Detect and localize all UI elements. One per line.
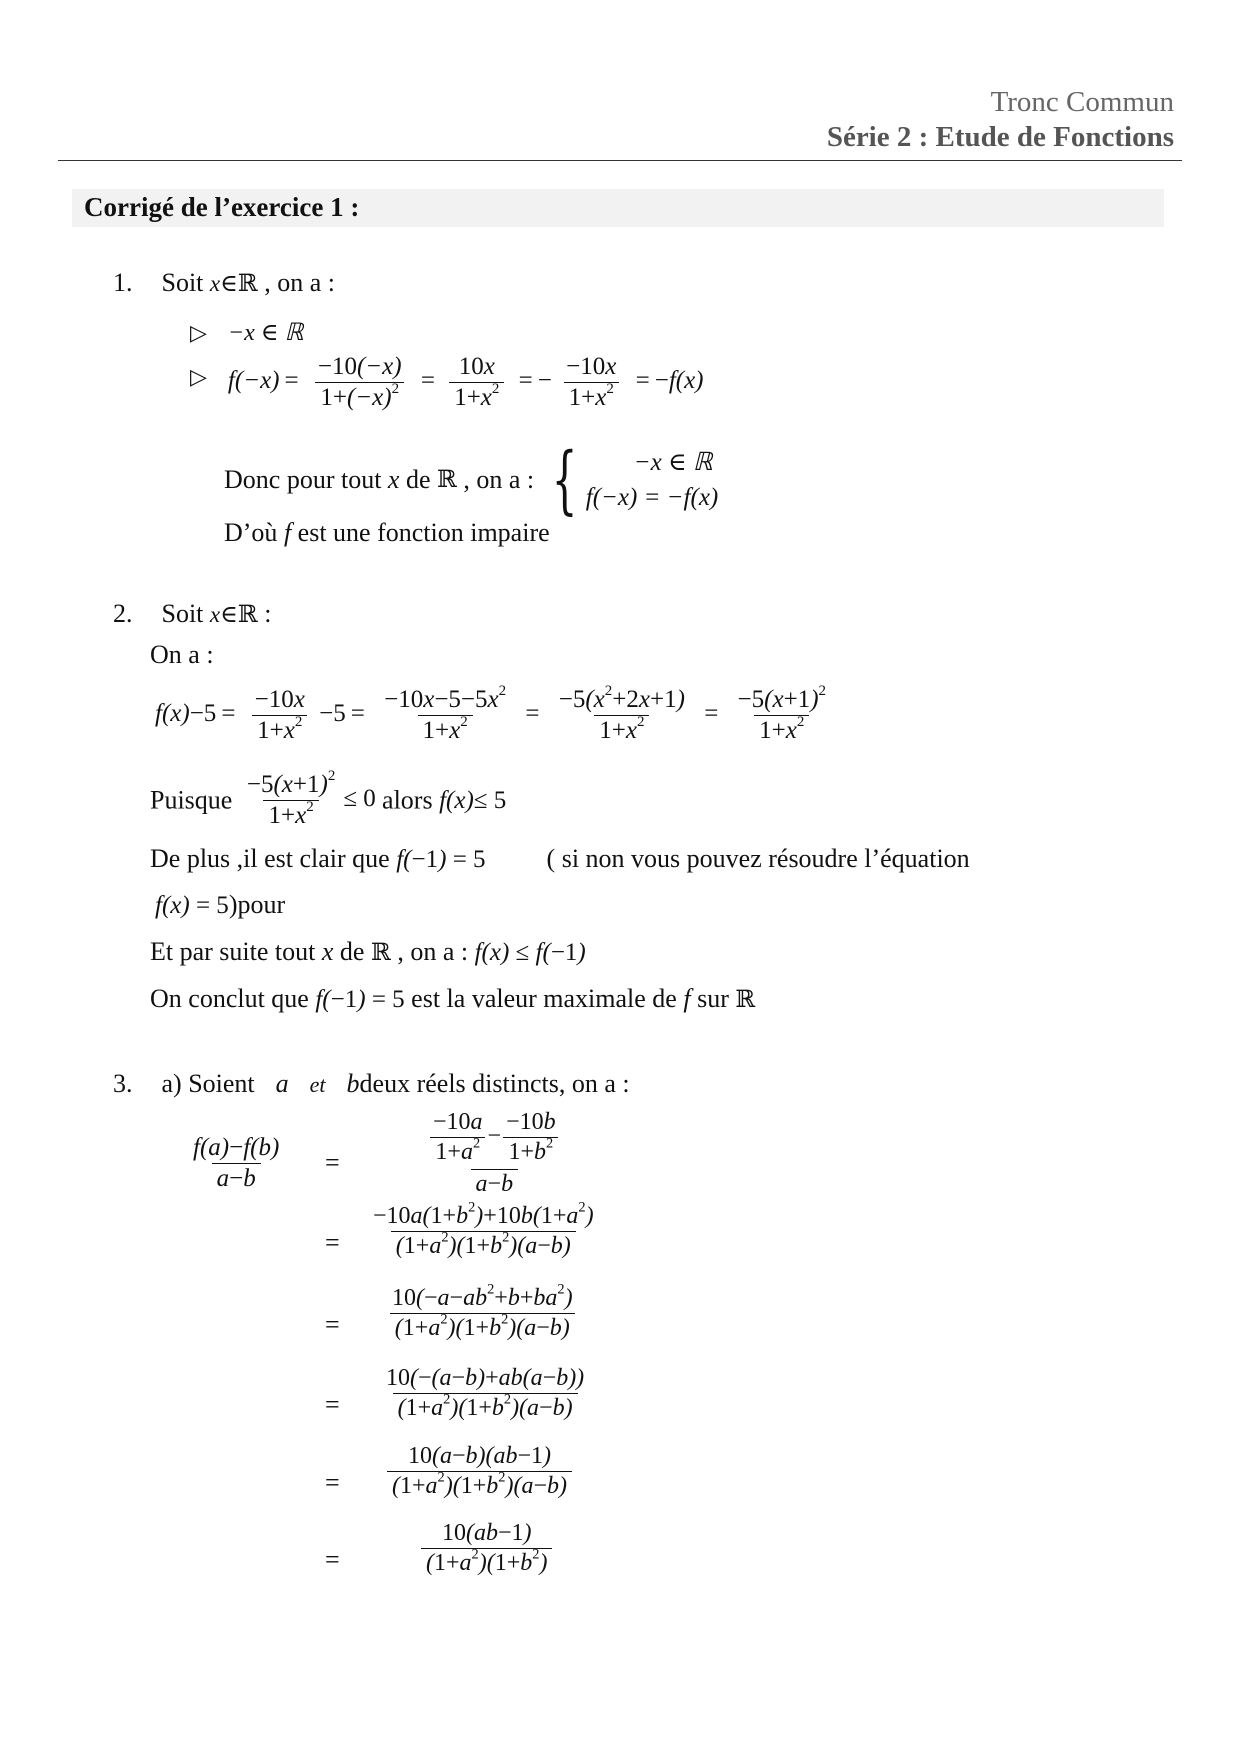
q3-step-6: $\frac{10(ab-1)}{(1+a^2)(1+b^2)}$ (418, 1519, 555, 1578)
q3-eq-2: = (325, 1228, 340, 1257)
triangle-bullet-icon: ▷ (190, 365, 207, 391)
q1-system-row-2: f(−x) = −f(x) (585, 484, 719, 511)
q1-bullet-2: ▷ f(−x) = $\frac{-10(-x)}{1+(-x)^2}$ = $\frac{10x}{1+x^2}$ = − $\frac{-10x}{1+x^2}$ = −f(x) (190, 353, 704, 411)
q1-system (541, 437, 719, 523)
q3-number: 3. (113, 1069, 133, 1098)
q3-eq-1: = (325, 1148, 340, 1177)
header-series-title: Série 2 : Etude de Fonctions (826, 121, 1174, 153)
q3-eq-5: = (325, 1468, 340, 1497)
header-course: Tronc Commun (990, 86, 1174, 118)
q3-step-1: $\frac{-10a}{1+a^2}$ − $\frac{-10b}{1+b^2}$ a−b (420, 1108, 569, 1198)
q3-eq-3: = (325, 1310, 340, 1339)
q1-bullet-1: ▷ −x ∈ ℝ (190, 320, 304, 346)
triangle-bullet-icon: ▷ (190, 321, 207, 346)
q3-step-4: $\frac{10(-(a-b)+ab(a-b))}{(1+a^2)(1+b^2)(a-b)}$ (386, 1365, 585, 1421)
q2-moreover: De plus ,il est clair que f(−1) = 5 ( si non vous pouvez résoudre l’équation (150, 844, 970, 873)
q2-intro: 2. Soit x∈ℝ : (113, 599, 272, 628)
q3-eq-4: = (325, 1390, 340, 1419)
q3-eq-6: = (325, 1545, 340, 1574)
q2-on-a: On a : (150, 640, 214, 669)
exercise-title: Corrigé de l’exercice 1 : (84, 192, 360, 222)
header-rule (58, 160, 1182, 161)
q2-equation-chain: f(x)−5 = $\frac{-10x}{1+x^2}$ −5 = $\frac{-10x-5-5x^2}{1+x^2}$ = $\frac{-5(x^2+2x+1)}{1+x^2}$ = $\frac{-5(x+1)^2}{1+x^2}$ (155, 683, 827, 744)
q1-number: 1. (113, 268, 133, 297)
q1-therefore: Donc pour tout x de ℝ , on a : { −x ∈ ℝ f(−x) = −f(x) (224, 437, 719, 523)
q3-lhs-quotient: $\frac{f(a)-f(b)}{a-b}$ (193, 1134, 280, 1192)
q3-intro: 3. a) Soient a et bdeux réels distincts, on a : (113, 1069, 630, 1098)
q1-system-row-1: −x ∈ ℝ (633, 449, 713, 476)
q3-step-3: $\frac{10(-a-ab^2+b+ba^2)}{(1+a^2)(1+b^2)(a-b)}$ (384, 1284, 581, 1343)
q2-equation-hint: f(x) = 5)pour (155, 890, 286, 919)
brace-icon: { (551, 437, 578, 523)
q2-since: Puisque $\frac{-5(x+1)^2}{1+x^2}$ ≤ 0 alors f(x)≤ 5 (150, 768, 507, 829)
q2-conclusion: On conclut que f(−1) = 5 est la valeur maximale de f sur ℝ (150, 984, 756, 1013)
q3-step-2: $\frac{-10a(1+b^2)+10b(1+a^2)}{(1+a^2)(1+b^2)(a-b)}$ (373, 1199, 594, 1259)
q3-step-5: $\frac{10(a-b)(ab-1)}{(1+a^2)(1+b^2)(a-b)}$ (384, 1442, 575, 1501)
q2-consequence: Et par suite tout x de ℝ , on a : f(x) ≤ f(−1) (150, 937, 586, 966)
q1-conclusion: D’où f est une fonction impaire (224, 518, 550, 547)
q2-number: 2. (113, 599, 133, 628)
q1-intro: 1. Soit x∈ℝ , on a : (113, 268, 335, 297)
